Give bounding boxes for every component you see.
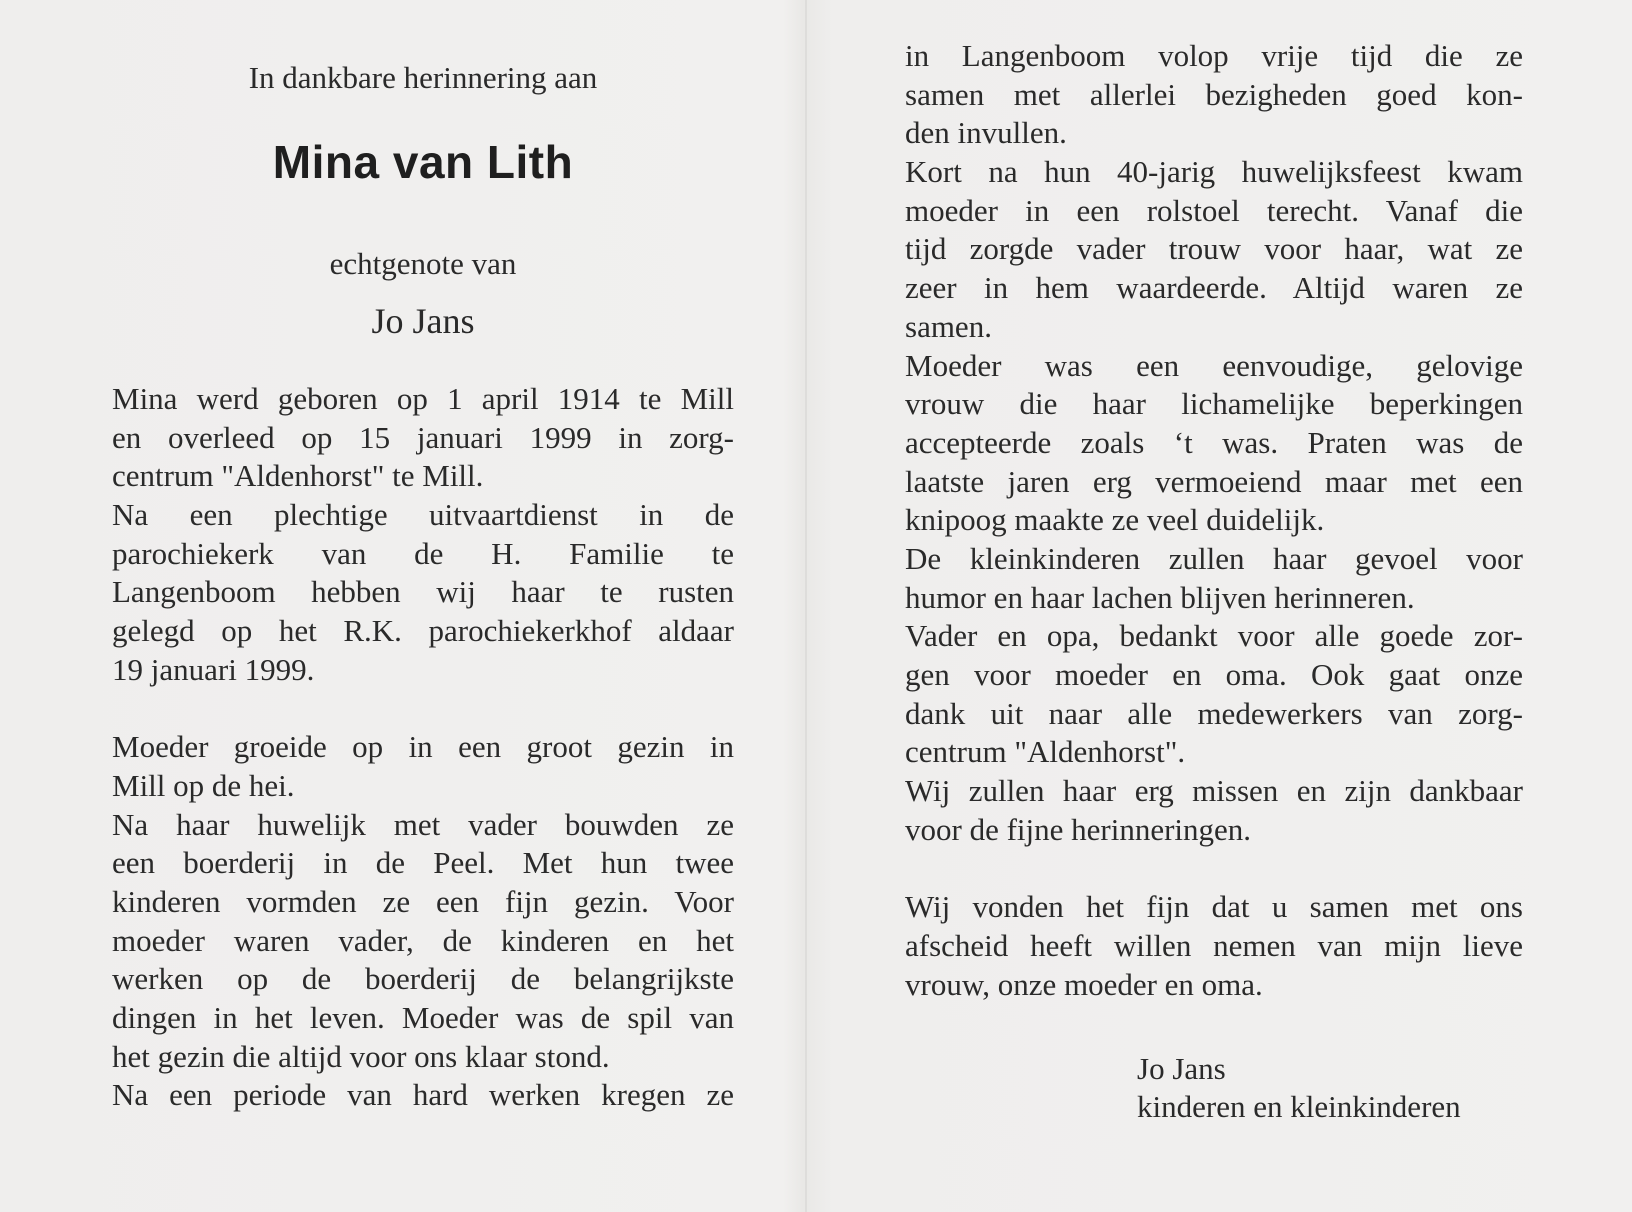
text-line: een boerderij in de Peel. Met hun twee: [112, 845, 734, 881]
text-line: knipoog maakte ze veel duidelijk.: [905, 502, 1325, 538]
text-line: moeder in een rolstoel terecht. Vanaf die: [905, 192, 1523, 228]
card-fold: [805, 0, 807, 1212]
text-line: werken op de boerderij de belangrijkste: [112, 961, 734, 997]
text-line: centrum "Aldenhorst" te Mill.: [112, 458, 484, 494]
text-line: Vader en opa, bedankt voor alle goede zor-: [905, 618, 1523, 654]
signature-name: Jo Jans: [1137, 1051, 1226, 1086]
text-line: parochiekerk van de H. Familie te: [112, 535, 734, 571]
text-line: laatste jaren erg vermoeiend maar met een: [905, 463, 1523, 499]
right-column-text: [905, 37, 1523, 1004]
text-line: samen met allerlei bezigheden goed kon-: [905, 76, 1523, 112]
text-line: accepteerde zoals ‘t was. Praten was de: [905, 424, 1523, 460]
text-line: vrouw, onze moeder en oma.: [905, 966, 1263, 1002]
text-line: moeder waren vader, de kinderen en het: [112, 922, 734, 958]
spouse-label: echtgenote van: [329, 246, 517, 281]
text-line: Na haar huwelijk met vader bouwden ze: [112, 806, 734, 842]
text-line: 19 januari 1999.: [112, 651, 315, 687]
text-line: De kleinkinderen zullen haar gevoel voor: [905, 540, 1523, 576]
text-line: gelegd op het R.K. parochiekerkhof aldaar: [112, 613, 734, 649]
text-line: Wij vonden het fijn dat u samen met ons: [905, 889, 1523, 925]
text-line: Na een periode van hard werken kregen ze: [112, 1077, 734, 1113]
left-column-text: [112, 380, 734, 1115]
text-line: Mill op de hei.: [112, 767, 295, 803]
text-line: afscheid heeft willen nemen van mijn lieve: [905, 927, 1523, 963]
text-line: centrum "Aldenhorst".: [905, 734, 1186, 770]
text-line: Mina werd geboren op 1 april 1914 te Mill: [112, 381, 734, 416]
text-line: den invullen.: [905, 115, 1067, 151]
text-line: humor en haar lachen blijven herinneren.: [905, 579, 1415, 615]
text-line: tijd zorgde vader trouw voor haar, wat ze: [905, 231, 1523, 267]
text-line: vrouw die haar lichamelijke beperkingen: [905, 386, 1523, 422]
text-line: het gezin die altijd voor ons klaar stond.: [112, 1038, 610, 1074]
text-line: Moeder groeide op in een groot gezin in: [112, 729, 734, 765]
paragraph-gap: [905, 849, 1523, 888]
signature-family: kinderen en kleinkinderen: [1137, 1089, 1461, 1124]
text-line: Moeder was een eenvoudige, gelovige: [905, 347, 1523, 383]
text-line: in Langenboom volop vrije tijd die ze: [905, 38, 1523, 73]
text-line: Kort na hun 40-jarig huwelijksfeest kwam: [905, 154, 1523, 190]
text-line: voor de fijne herinneringen.: [905, 811, 1252, 847]
text-line: Wij zullen haar erg missen en zijn dankbaar: [905, 773, 1523, 809]
text-line: gen voor moeder en oma. Ook gaat onze: [905, 657, 1523, 692]
text-line: Na een plechtige uitvaartdienst in de: [112, 497, 734, 533]
text-line: dank uit naar alle medewerkers van zorg-: [905, 695, 1523, 731]
text-line: zeer in hem waardeerde. Altijd waren ze: [905, 270, 1523, 306]
text-line: en overleed op 15 januari 1999 in zorg-: [112, 419, 734, 455]
text-line: kinderen vormden ze een fijn gezin. Voor: [112, 883, 734, 919]
text-line: samen.: [905, 308, 992, 344]
text-line: dingen in het leven. Moeder was de spil van: [112, 1000, 734, 1035]
spouse-name: Jo Jans: [371, 301, 475, 341]
text-line: Langenboom hebben wij haar te rusten: [112, 574, 734, 610]
deceased-name: Mina van Lith: [272, 136, 574, 188]
paragraph-gap: [112, 690, 734, 729]
intro-text: In dankbare herinnering aan: [248, 60, 598, 95]
